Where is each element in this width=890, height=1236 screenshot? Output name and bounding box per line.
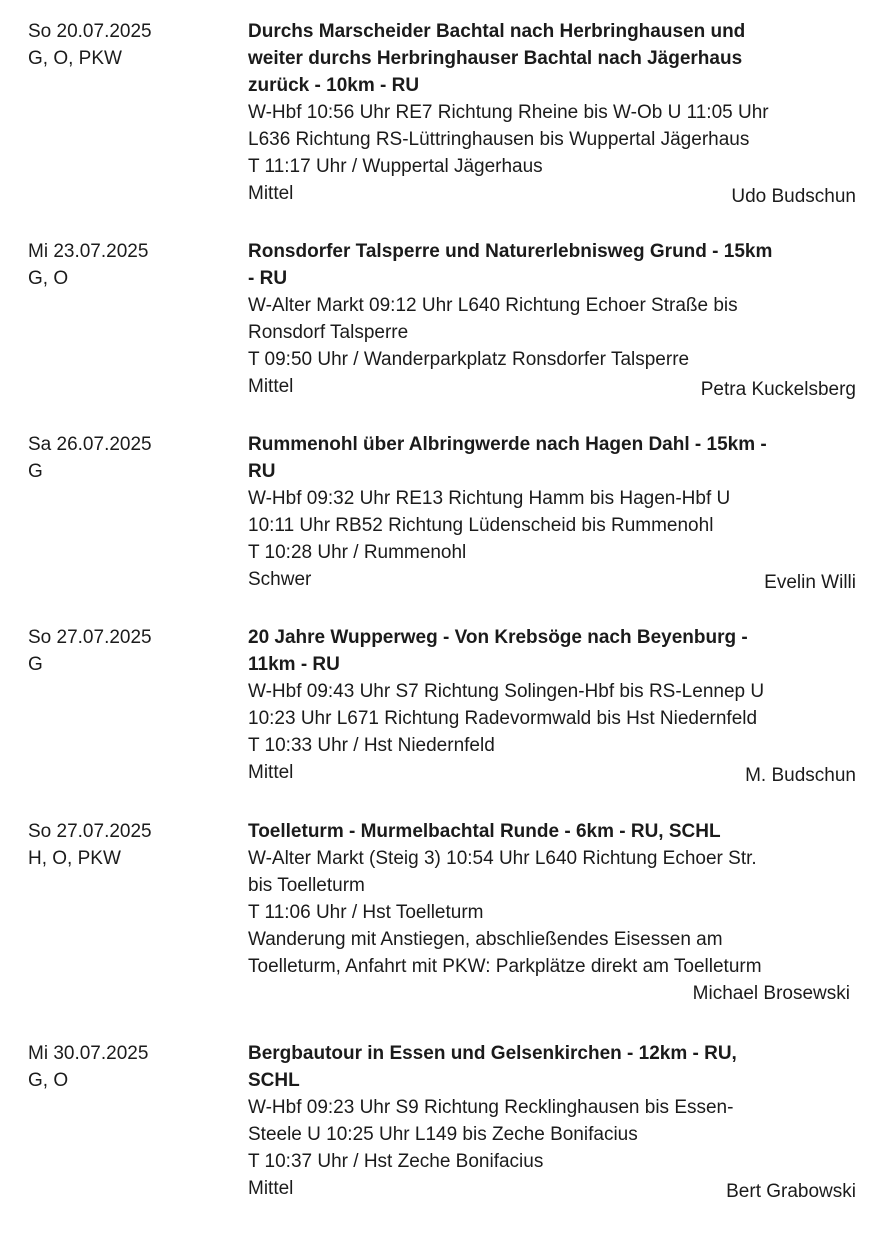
tour-title: RU [248, 461, 276, 482]
meeting-point: T 10:28 Uhr / Rummenohl [248, 542, 467, 563]
tour-date: Sa 26.07.2025 [28, 434, 152, 455]
difficulty: Mittel [248, 762, 294, 783]
transit-info: W-Alter Markt (Steig 3) 10:54 Uhr L640 Richtung Echoer Str. [248, 848, 757, 869]
tour-date: So 27.07.2025 [28, 627, 152, 648]
tour-title: weiter durchs Herbringhauser Bachtal nach Jägerhaus [248, 48, 743, 69]
transit-info: W-Hbf 09:43 Uhr S7 Richtung Solingen-Hbf bis RS-Lennep U [248, 681, 765, 702]
tour-leader: Petra Kuckelsberg [700, 379, 856, 400]
tour-date-block [28, 624, 228, 678]
difficulty: Mittel [248, 376, 294, 397]
tour-codes: H, O, PKW [28, 848, 121, 869]
difficulty: Mittel [248, 1178, 294, 1199]
tour-title: Ronsdorfer Talsperre und Naturerlebnisweg Grund - 15km [248, 241, 773, 262]
tour-date: Mi 23.07.2025 [28, 241, 149, 262]
tour-date: So 20.07.2025 [28, 21, 152, 42]
tour-details [248, 18, 860, 207]
tour-codes: G [28, 461, 43, 482]
transit-info: bis Toelleturm [248, 875, 365, 896]
tour-date: Mi 30.07.2025 [28, 1043, 149, 1064]
transit-info: Steele U 10:25 Uhr L149 bis Zeche Bonifacius [248, 1124, 638, 1145]
tour-details [248, 1040, 860, 1202]
transit-info: Ronsdorf Talsperre [248, 322, 409, 343]
grade-leader-row [248, 180, 860, 207]
transit-info: L636 Richtung RS-Lüttringhausen bis Wuppertal Jägerhaus [248, 129, 750, 150]
tour-codes: G [28, 654, 43, 675]
grade-leader-row [248, 759, 860, 786]
tour-title: Toelleturm - Murmelbachtal Runde - 6km - RU, SCHL [248, 821, 721, 842]
tour-codes: G, O, PKW [28, 48, 122, 69]
grade-leader-row [248, 373, 860, 400]
meeting-point: T 10:33 Uhr / Hst Niedernfeld [248, 735, 495, 756]
tour-title: SCHL [248, 1070, 300, 1091]
tour-title: 20 Jahre Wupperweg - Von Krebsöge nach Beyenburg - [248, 627, 748, 648]
tour-date-block [28, 238, 228, 292]
tour-note: Wanderung mit Anstiegen, abschließendes Eisessen am [248, 929, 723, 950]
tour-codes: G, O [28, 1070, 69, 1091]
grade-leader-row [248, 566, 860, 593]
tour-details [248, 238, 860, 400]
tour-title: Durchs Marscheider Bachtal nach Herbringhausen und [248, 21, 746, 42]
tour-leader: M. Budschun [745, 765, 856, 786]
tour-title: zurück - 10km - RU [248, 75, 420, 96]
difficulty: Mittel [248, 183, 294, 204]
meeting-point: T 11:06 Uhr / Hst Toelleturm [248, 902, 484, 923]
transit-info: W-Hbf 09:23 Uhr S9 Richtung Recklinghausen bis Essen- [248, 1097, 734, 1118]
transit-info: 10:11 Uhr RB52 Richtung Lüdenscheid bis Rummenohl [248, 515, 714, 536]
tour-title: - RU [248, 268, 288, 289]
meeting-point: T 09:50 Uhr / Wanderparkplatz Ronsdorfer Talsperre [248, 349, 690, 370]
tour-date-block [28, 431, 228, 485]
transit-info: W-Hbf 10:56 Uhr RE7 Richtung Rheine bis W-Ob U 11:05 Uhr [248, 102, 769, 123]
transit-info: W-Alter Markt 09:12 Uhr L640 Richtung Echoer Straße bis [248, 295, 738, 316]
tour-details [248, 431, 860, 593]
tour-details [248, 624, 860, 786]
grade-leader-row [248, 1175, 860, 1202]
meeting-point: T 10:37 Uhr / Hst Zeche Bonifacius [248, 1151, 544, 1172]
difficulty: Schwer [248, 569, 312, 590]
tour-codes: G, O [28, 268, 69, 289]
tour-date-block [28, 1040, 228, 1094]
tour-details [248, 818, 860, 1007]
transit-info: W-Hbf 09:32 Uhr RE13 Richtung Hamm bis Hagen-Hbf U [248, 488, 731, 509]
tour-note: Toelleturm, Anfahrt mit PKW: Parkplätze direkt am Toelleturm [248, 956, 762, 977]
tour-date: So 27.07.2025 [28, 821, 152, 842]
tour-date-block [28, 18, 228, 72]
tour-leader: Udo Budschun [731, 186, 856, 207]
tour-title: 11km - RU [248, 654, 340, 675]
tour-title: Rummenohl über Albringwerde nach Hagen Dahl - 15km - [248, 434, 767, 455]
tour-leader: Bert Grabowski [726, 1181, 856, 1202]
tour-title: Bergbautour in Essen und Gelsenkirchen - 12km - RU, [248, 1043, 737, 1064]
tour-date-block [28, 818, 228, 872]
tour-leader: Michael Brosewski [692, 983, 850, 1004]
transit-info: 10:23 Uhr L671 Richtung Radevormwald bis Hst Niedernfeld [248, 708, 758, 729]
meeting-point: T 11:17 Uhr / Wuppertal Jägerhaus [248, 156, 543, 177]
tour-leader: Evelin Willi [764, 572, 856, 593]
